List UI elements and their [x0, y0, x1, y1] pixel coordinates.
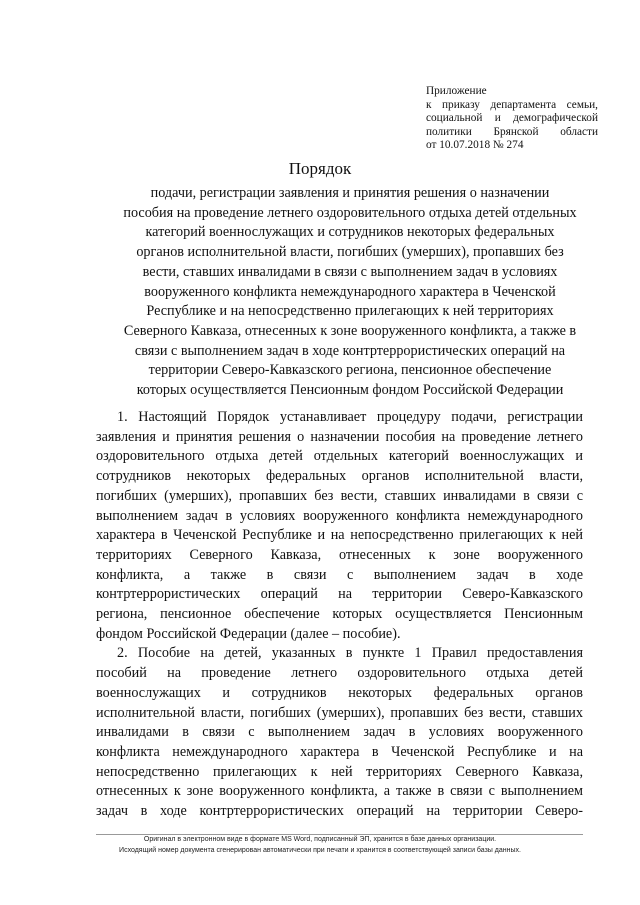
- paragraph-2-line: исполнительной власти, погибших (умерших), пропавших без вести, ставших: [96, 704, 583, 721]
- paragraph-2-line: непосредственно прилегающих к ней территориях Северного Кавказа,: [96, 763, 583, 780]
- paragraph-1-line: контртеррористических операций на территории Северо-Кавказского: [96, 586, 583, 603]
- footer-line: Оригинал в электронном виде в формате MS Word, подписанный ЭП, хранится в базе данных организации.: [143, 836, 497, 843]
- paragraph-2-line: военнослужащих и сотрудников некоторых федеральных органов: [96, 684, 583, 701]
- appendix-line: социальной и демографической: [426, 112, 598, 124]
- paragraph-1-line: выполнением задач в условиях вооруженного конфликта немеждународного: [96, 507, 583, 524]
- paragraph-1-line: территориях Северного Кавказа, отнесенных к зоне вооруженного: [96, 546, 583, 563]
- subtitle-line: связи с выполнением задач в ходе контртеррористических операций на: [134, 342, 566, 359]
- subtitle-line: Республике и на непосредственно прилегающих к ней территориях: [146, 303, 554, 320]
- paragraph-2-line: отнесенных к зоне вооруженного конфликта, а также в связи с выполнением: [96, 783, 583, 800]
- paragraph-2-line: 2. Пособие на детей, указанных в пункте 1 Правил предоставления: [117, 645, 583, 662]
- appendix-line: от 10.07.2018 № 274: [426, 139, 524, 151]
- paragraph-2-line: конфликта немеждународного характера в Чеченской Республике и на: [96, 743, 583, 760]
- paragraph-1-line: сотрудников некоторых федеральных органов исполнительной власти,: [96, 468, 583, 485]
- appendix-line: политики Брянской области: [426, 125, 598, 138]
- subtitle-line: органов исполнительной власти, погибших (умерших), пропавших без: [136, 244, 564, 261]
- document-title: Порядок: [288, 159, 352, 178]
- appendix-line: к приказу департамента семьи,: [426, 98, 598, 111]
- subtitle-line: вооруженного конфликта немеждународного характера в Чеченской: [144, 283, 556, 300]
- subtitle-line: Северного Кавказа, отнесенных к зоне вооруженного конфликта, а также в: [123, 322, 577, 339]
- paragraph-2-line: пособий на проведение летнего оздоровительного отдыха детей: [96, 665, 583, 682]
- subtitle-line: пособия на проведение летнего оздоровительного отдыха детей отдельных: [123, 204, 577, 221]
- paragraph-1-line: региона, пенсионное обеспечение которых осуществляется Пенсионным: [96, 606, 583, 623]
- paragraph-1-line: оздоровительного отдыха детей отдельных категорий военнослужащих и: [96, 448, 583, 465]
- subtitle-line: которых осуществляется Пенсионным фондом Российской Федерации: [136, 382, 564, 399]
- subtitle-line: категорий военнослужащих и сотрудников некоторых федеральных: [145, 224, 555, 241]
- paragraph-1-line: конфликта, а также в связи с выполнением задач в ходе: [96, 566, 583, 583]
- appendix-block: [426, 85, 598, 153]
- paragraph-2-line: инвалидами в связи с выполнением задач в условиях вооруженного: [96, 724, 583, 741]
- subtitle-line: подачи, регистрации заявления и принятия решения о назначении: [150, 185, 550, 201]
- appendix-line: Приложение: [426, 85, 487, 97]
- subtitle-line: территории Северо-Кавказского региона, пенсионное обеспечение: [148, 362, 552, 379]
- paragraph-2-line: задач в ходе контртеррористических операций на территории Северо-: [96, 803, 583, 820]
- subtitle-line: вести, ставших инвалидами в связи с выполнением задач в условиях: [142, 263, 558, 280]
- document-footer: [0, 834, 640, 856]
- paragraph-1-line: 1. Настоящий Порядок устанавливает процедуру подачи, регистрации: [117, 409, 583, 425]
- paragraph-1-line: погибших (умерших), пропавших без вести, ставших инвалидами в связи с: [96, 487, 583, 504]
- paragraph-1-line: заявления и принятия решения о назначении пособия на проведение летнего: [96, 428, 583, 445]
- footer-line: Исходящий номер документа сгенерирован автоматически при печати и хранится в соответствующей записи базы данных.: [119, 847, 521, 854]
- document-body: [96, 408, 583, 822]
- document-subtitle: [110, 184, 590, 401]
- paragraph-1-line: фондом Российской Федерации (далее – пособие).: [96, 625, 401, 642]
- paragraph-1-line: характера в Чеченской Республике и на непосредственно прилегающих к ней: [96, 527, 583, 544]
